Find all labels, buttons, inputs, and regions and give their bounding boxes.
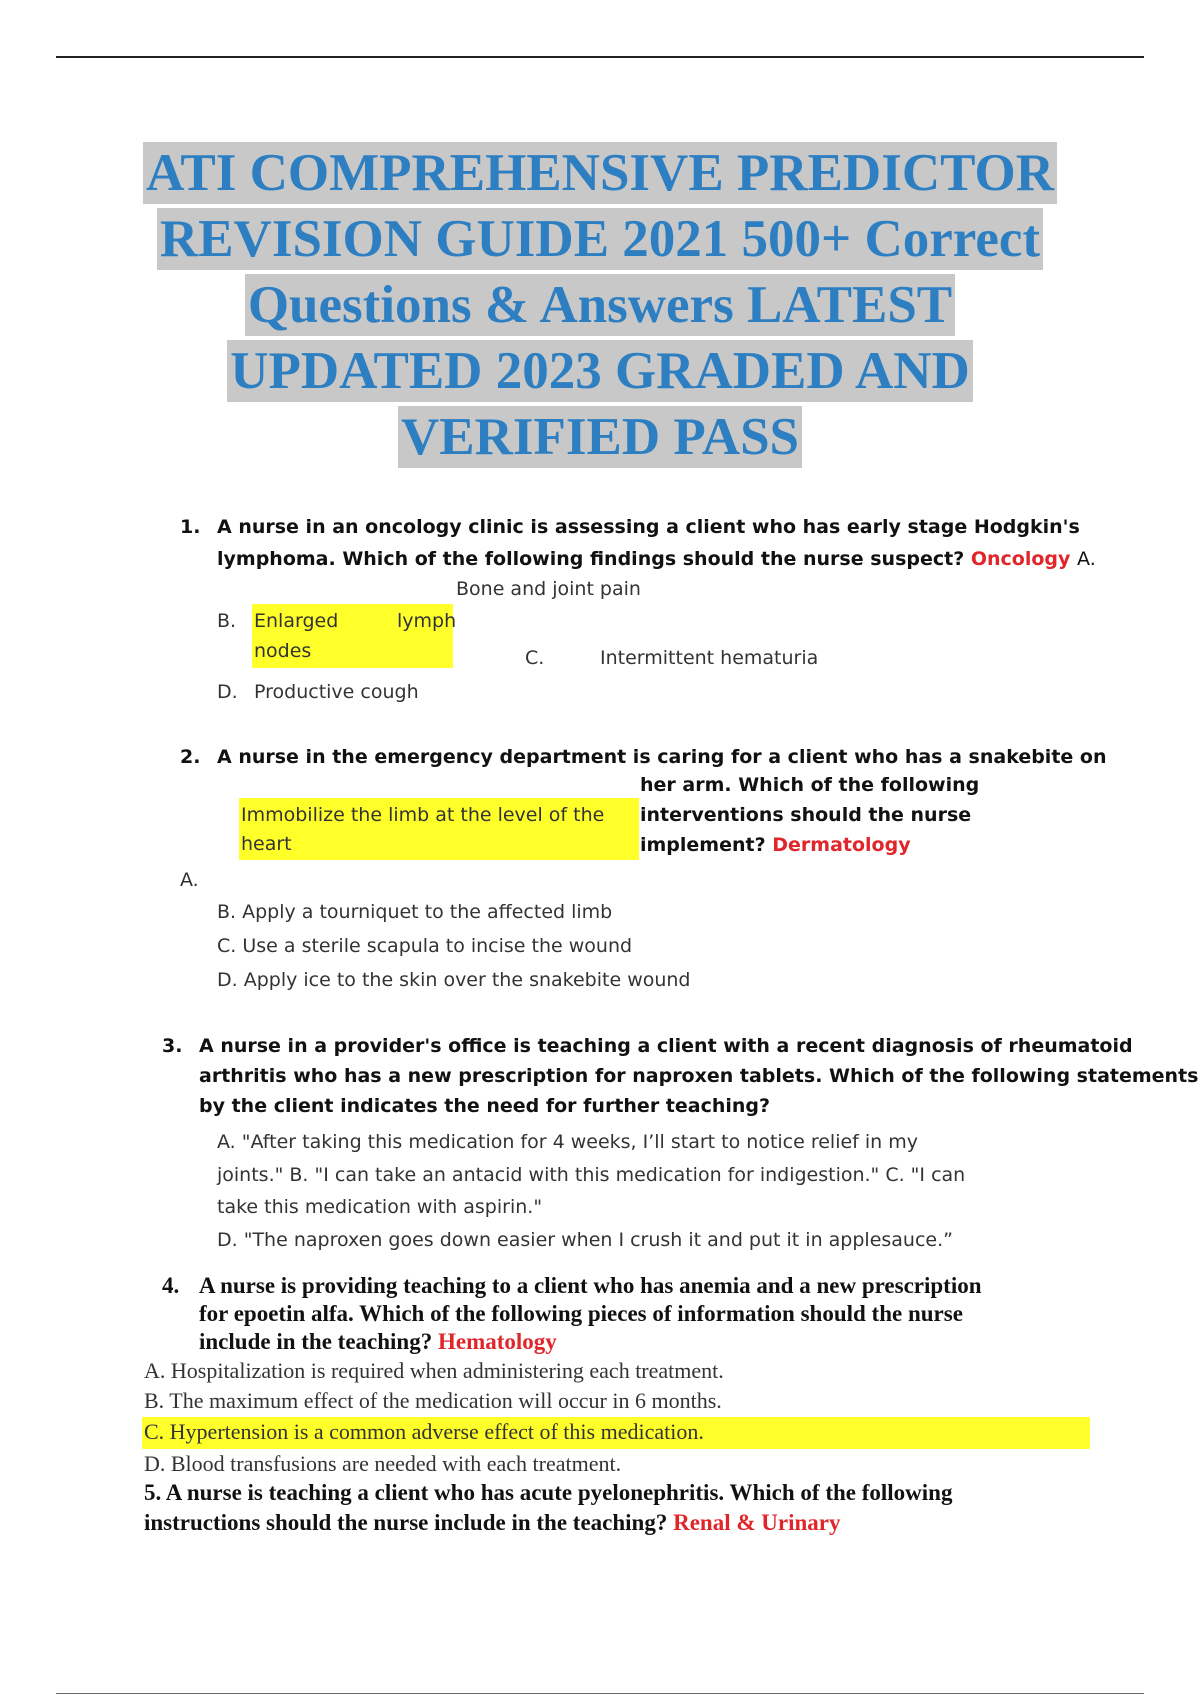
q4-line3 [199,1329,557,1355]
title-line-2: REVISION GUIDE 2021 500+ Correct [157,208,1043,270]
top-rule [56,56,1144,58]
q3-number: 3. [162,1035,183,1057]
q1-option-b-word2: lymph [397,610,457,632]
q3-line3: by the client indicates the need for further teaching? [199,1095,771,1117]
q4-option-c: C. Hypertension is a common adverse effect of this medication. [144,1419,704,1444]
q2-category: Dermatology [772,834,911,856]
q2-option-a-line1: Immobilize the limb at the level of the [241,804,605,826]
q2-line4-text: implement? [640,834,766,856]
q2-line1: A nurse in the emergency department is caring for a client who has a snakebite on [217,746,1107,768]
title-line-4: UPDATED 2023 GRADED AND [227,340,973,402]
q1-number: 1. [180,516,201,538]
q3-line1: A nurse in a provider's office is teaching a client with a recent diagnosis of rheumatoid [199,1035,1133,1057]
q2-option-d: D. Apply ice to the skin over the snakebite wound [217,969,691,991]
q5-category: Renal & Urinary [673,1510,841,1535]
q1-a-letter: A. [1077,548,1096,570]
q3-options-line1: A. "After taking this medication for 4 weeks, I’ll start to notice relief in my [217,1131,919,1153]
q1-d-letter: D. [217,681,238,703]
q4-option-b: B. The maximum effect of the medication will occur in 6 months. [144,1388,722,1413]
q4-option-d: D. Blood transfusions are needed with each treatment. [144,1451,622,1476]
q2-a-letter: A. [180,869,199,891]
q2-option-b: B. Apply a tourniquet to the affected limb [217,901,613,923]
q1-option-d: Productive cough [254,681,419,703]
q3-options-line3: take this medication with aspirin." [217,1196,543,1218]
bottom-rule [56,1693,1144,1694]
q3-options-line2: joints." B. "I can take an antacid with this medication for indigestion." C. "I can [217,1164,966,1186]
document-title [80,140,1120,470]
q1-c-letter: C. [525,647,545,669]
q1-option-b-word3: nodes [254,640,312,662]
q1-line2 [217,548,1096,570]
q5-line2-text: instructions should the nurse include in the teaching? [144,1510,668,1535]
q4-line1: A nurse is providing teaching to a client who has anemia and a new prescription [199,1273,982,1298]
q4-line3-text: include in the teaching? [199,1329,433,1354]
q1-option-b-word1: Enlarged [254,610,339,632]
q4-option-a: A. Hospitalization is required when administering each treatment. [144,1358,724,1383]
title-line-3: Questions & Answers LATEST [245,274,955,336]
q1-option-c: Intermittent hematuria [600,647,819,669]
q1-category: Oncology [970,548,1071,570]
q4-line2: for epoetin alfa. Which of the following pieces of information should the nurse [199,1301,963,1326]
q1-option-a: Bone and joint pain [456,578,641,600]
title-line-1: ATI COMPREHENSIVE PREDICTOR [143,142,1057,204]
q4-number: 4. [162,1273,180,1298]
q2-line3: interventions should the nurse [640,804,972,826]
q2-option-c: C. Use a sterile scapula to incise the wound [217,935,633,957]
title-line-5: VERIFIED PASS [398,406,802,468]
q5-line1: 5. A nurse is teaching a client who has acute pyelonephritis. Which of the following [144,1480,953,1505]
q5-line2 [144,1510,840,1536]
q1-line2-text: lymphoma. Which of the following findings should the nurse suspect? [217,548,965,570]
q1-b-letter: B. [217,610,237,632]
q4-category: Hematology [437,1329,557,1354]
q2-number: 2. [180,746,201,768]
q3-line2: arthritis who has a new prescription for naproxen tablets. Which of the following statements [199,1065,1199,1087]
q2-line4 [640,834,911,856]
q3-options-line4: D. "The naproxen goes down easier when I crush it and put it in applesauce.” [217,1229,953,1251]
q2-line2: her arm. Which of the following [640,774,980,796]
q1-line1: A nurse in an oncology clinic is assessing a client who has early stage Hodgkin's [217,516,1080,538]
q2-option-a-line2: heart [241,833,292,855]
